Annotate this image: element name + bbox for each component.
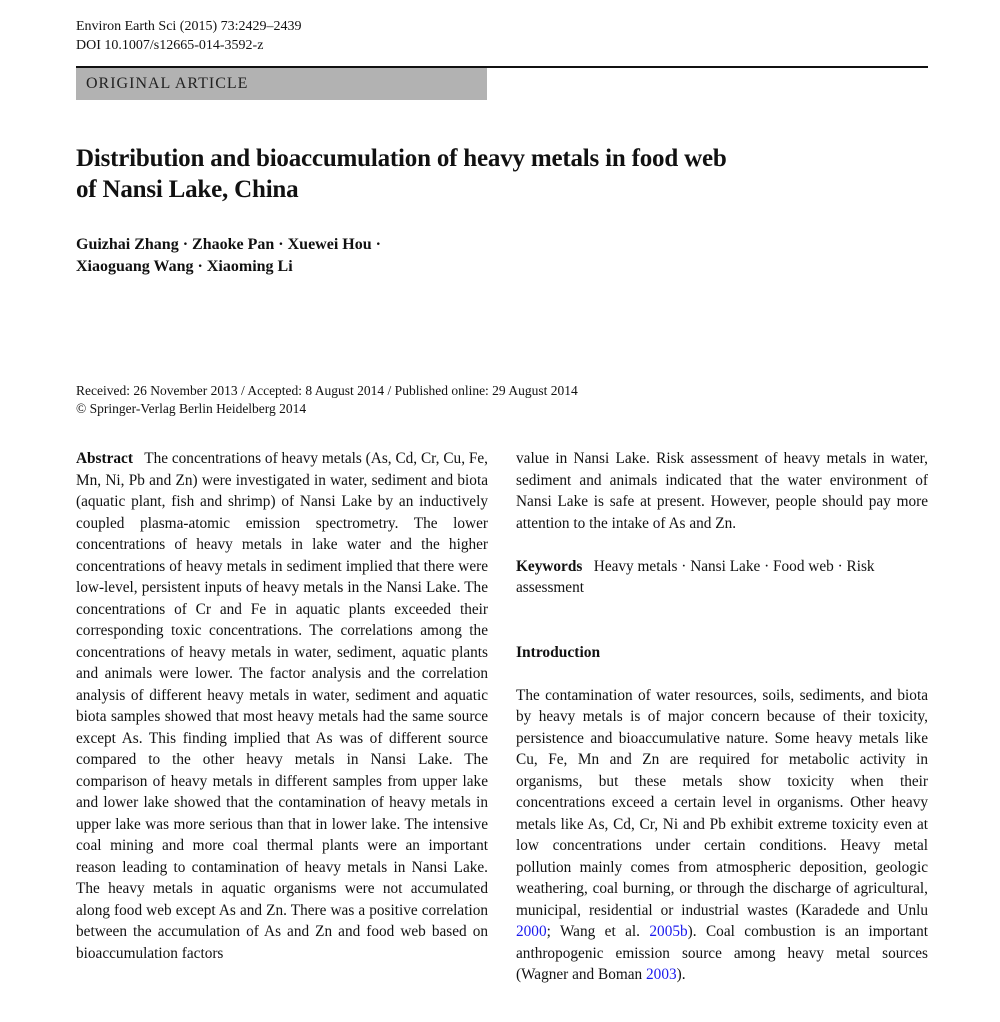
- title-line-1: Distribution and bioaccumulation of heavy metals in food web: [76, 145, 727, 172]
- left-column: [76, 448, 488, 964]
- title-line-2: of Nansi Lake, China: [76, 176, 299, 203]
- introduction-paragraph: [516, 685, 928, 986]
- keywords-label: Keywords: [516, 557, 583, 575]
- citation-link[interactable]: 2003: [646, 966, 677, 983]
- journal-info: [76, 17, 302, 55]
- abstract: [76, 448, 488, 964]
- section-heading-introduction: Introduction: [516, 643, 601, 661]
- right-column: [516, 448, 928, 986]
- intro-text-4: ).: [676, 966, 686, 983]
- abstract-continued: value in Nansi Lake. Risk assessment of heavy metals in water, sediment and animals indicated that the water environment of Nansi Lake is safe at present. However, people should pay more attention to the intake of As and Zn.: [516, 450, 928, 532]
- authors-line-2: Xiaoguang Wang · Xiaoming Li: [76, 258, 293, 275]
- paper-title: [76, 143, 896, 205]
- doi: DOI 10.1007/s12665-014-3592-z: [76, 38, 264, 53]
- abstract-label: Abstract: [76, 450, 133, 467]
- intro-text-2: ; Wang et al.: [546, 923, 650, 940]
- date-history: Received: 26 November 2013 / Accepted: 8 August 2014 / Published online: 29 August 2014: [76, 383, 578, 398]
- citation-link[interactable]: 2000: [516, 923, 547, 940]
- article-type-banner: ORIGINAL ARTICLE: [76, 68, 487, 100]
- copyright: © Springer-Verlag Berlin Heidelberg 2014: [76, 401, 307, 416]
- publication-dates: [76, 382, 578, 418]
- journal-citation: Environ Earth Sci (2015) 73:2429–2439: [76, 19, 302, 34]
- keywords-text: Heavy metals · Nansi Lake · Food web · Risk assessment: [516, 557, 875, 596]
- keywords: [516, 556, 928, 599]
- intro-text-3: ). Coal combustion is an important anthropogenic emission source among heavy metal sources (Wagner and Boman: [516, 923, 928, 983]
- authors: [76, 234, 381, 278]
- authors-line-1: Guizhai Zhang · Zhaoke Pan · Xuewei Hou ·: [76, 236, 381, 253]
- citation-link[interactable]: 2005b: [649, 923, 688, 940]
- intro-text-1: The contamination of water resources, soils, sediments, and biota by heavy metals is of major concern because of their toxicity, persistence and bioaccumulative nature. Some heavy metals like Cu, Fe, Mn and Zn are required for metabolic activity in organisms, but these metals show toxicity when their concentrations exceed a certain level in organisms. Other heavy metals like As, Cd, Cr, Ni and Pb exhibit extreme toxicity even at low concentrations under certain conditions. Heavy metal pollution mainly comes from atmospheric deposition, geologic weathering, coal burning, or through the discharge of agricultural, municipal, residential or industrial wastes (Karadede and Unlu: [516, 686, 928, 919]
- abstract-text: The concentrations of heavy metals (As, Cd, Cr, Cu, Fe, Mn, Ni, Pb and Zn) were investigated in water, sediment and biota (aquatic plant, fish and shrimp) of Nansi Lake by an inductively coupled plasma-atomic emission spectrometry. The lower concentrations of heavy metals in lake water and the higher concentrations of heavy metals in sediment implied that there were low-level, persistent inputs of heavy metals in the Nansi Lake. The concentrations of Cr and Fe in aquatic plants exceeded their corresponding toxic concentrations. The correlations among the concentrations of heavy metals in water, sediment, aquatic plants and animals were lower. The factor analysis and the correlation analysis of different heavy metals in water, sediment and aquatic biota samples showed that most heavy metals had the same source except As. This finding implied that As was of different source compared to the other heavy metals in Nansi Lake. The comparison of heavy metals in different samples from upper lake and lower lake showed that the contamination of heavy metals in upper lake was more serious than that in lower lake. The intensive coal mining and more coal thermal plants were an important reason leading to contamination of heavy metals in Nansi Lake. The heavy metals in aquatic organisms were not accumulated along food web except As and Zn. There was a positive correlation between the accumulation of As and Zn and food web based on bioaccumulation factors: [76, 450, 488, 962]
